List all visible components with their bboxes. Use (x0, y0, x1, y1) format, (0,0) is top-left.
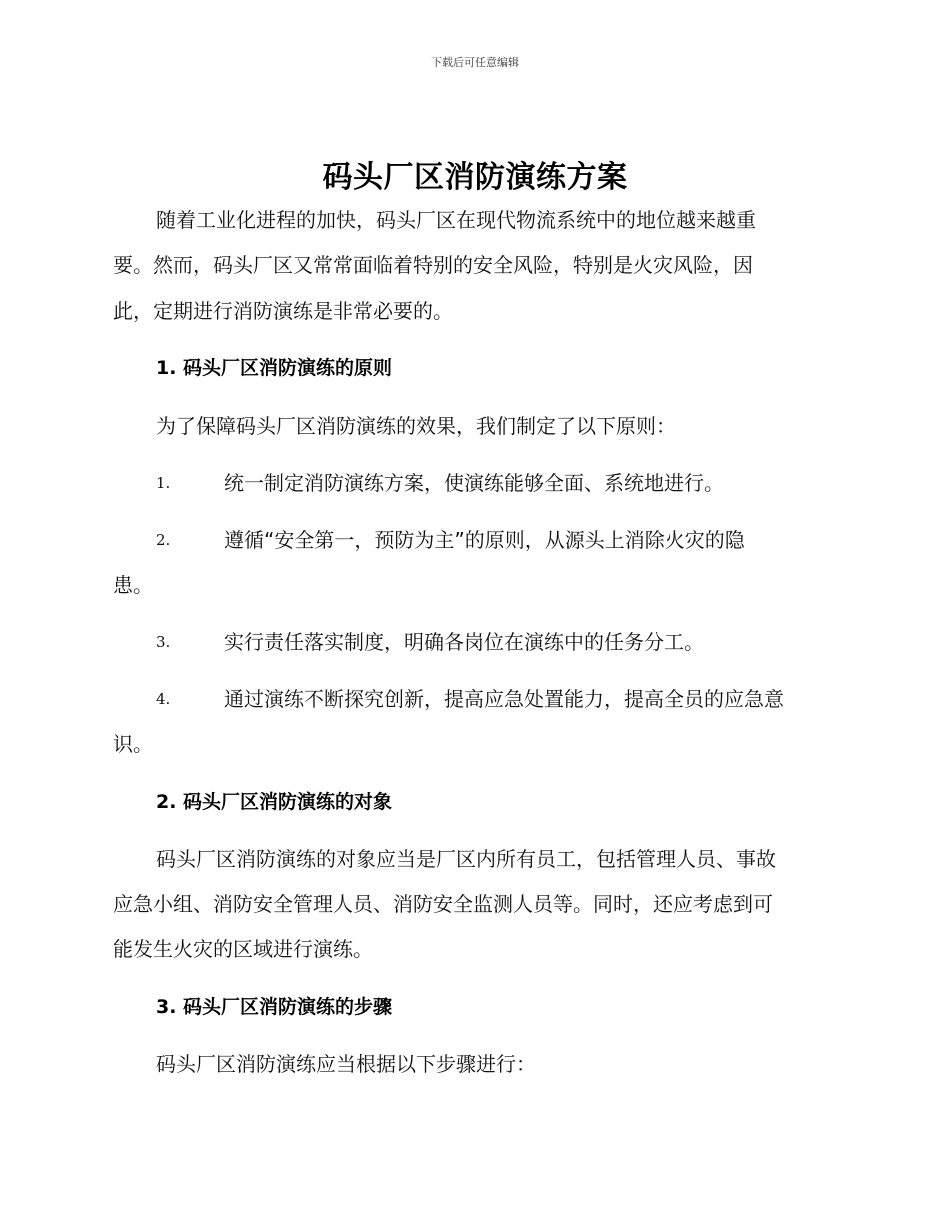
list-number: 3. (156, 633, 171, 651)
section-3-lead: 码头厂区消防演练应当根据以下步骤进行： (156, 1052, 536, 1076)
list-number: 1. (156, 474, 171, 492)
list-item (113, 677, 835, 767)
list-number: 2. (156, 531, 171, 549)
section-2-line-2: 应急小组、消防安全管理人员、消防安全监测人员等。同时，还应考虑到可 (113, 892, 773, 916)
list-text: 遵循“安全第一，预防为主”的原则，从源头上消除火灾的隐 (224, 528, 745, 552)
list-item (113, 461, 835, 506)
section-1-lead: 为了保障码头厂区消防演练的效果，我们制定了以下原则： (156, 414, 676, 438)
intro-line-2: 要。然而，码头厂区又常常面临着特别的安全风险，特别是火灾风险，因 (113, 253, 753, 277)
list-text: 通过演练不断探究创新，提高应急处置能力，提高全员的应急意 (224, 687, 784, 711)
list-number: 4. (156, 690, 171, 708)
section-1-heading: 1. 码头厂区消防演练的原则 (156, 357, 393, 379)
list-text: 实行责任落实制度，明确各岗位在演练中的任务分工。 (224, 630, 704, 654)
section-2-heading: 2. 码头厂区消防演练的对象 (156, 791, 393, 813)
section-2-line-1: 码头厂区消防演练的对象应当是厂区内所有员工，包括管理人员、事故 (156, 847, 776, 871)
document-title: 码头厂区消防演练方案 (322, 160, 628, 195)
list-text-continuation: 识。 (113, 732, 153, 756)
intro-line-3: 此，定期进行消防演练是非常必要的。 (113, 299, 453, 323)
section-2-line-3: 能发生火灾的区域进行演练。 (113, 937, 373, 961)
intro-line-1: 随着工业化进程的加快，码头厂区在现代物流系统中的地位越来越重 (156, 208, 756, 232)
list-text: 统一制定消防演练方案，使演练能够全面、系统地进行。 (224, 471, 724, 495)
list-text-continuation: 患。 (113, 573, 153, 597)
list-item (113, 620, 835, 665)
header-note: 下载后可任意编辑 (431, 56, 519, 69)
section-3-heading: 3. 码头厂区消防演练的步骤 (156, 996, 393, 1018)
list-item (113, 518, 835, 608)
